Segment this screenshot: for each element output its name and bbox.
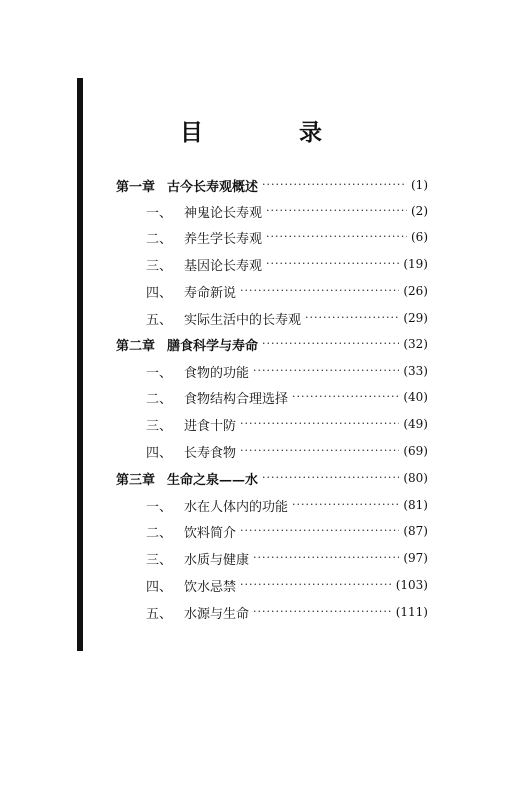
- entry-title: 基因论长寿观: [184, 258, 263, 274]
- toc-entry-section[interactable]: [146, 440, 428, 462]
- entry-number: 三、: [146, 418, 173, 434]
- entry-title: 膳食科学与寿命: [167, 338, 259, 354]
- dot-leader: [292, 498, 399, 512]
- entry-number: 三、: [146, 552, 173, 568]
- entry-title: 水源与生命: [184, 606, 250, 622]
- dot-leader: [262, 178, 407, 192]
- entry-number: 二、: [146, 391, 173, 407]
- entry-title: 生命之泉——水: [167, 472, 259, 488]
- dot-leader: [305, 311, 399, 325]
- entry-page: (29): [403, 311, 428, 325]
- dot-leader: [266, 204, 407, 218]
- entry-title: 养生学长寿观: [184, 231, 263, 247]
- toc-entry-section[interactable]: [146, 520, 428, 542]
- dot-leader: [240, 578, 392, 592]
- entry-number: 五、: [146, 312, 173, 328]
- toc-entry-section[interactable]: [146, 307, 428, 329]
- dot-leader: [240, 284, 399, 298]
- entry-number: 三、: [146, 258, 173, 274]
- entry-number: 第二章: [116, 338, 156, 354]
- entry-page: (33): [403, 364, 428, 378]
- toc-entry-chapter-3[interactable]: [116, 467, 428, 489]
- entry-page: (26): [403, 284, 428, 298]
- entry-title: 神鬼论长寿观: [184, 205, 263, 221]
- toc-entry-section[interactable]: [146, 494, 428, 516]
- page-margin-bar: [77, 78, 83, 651]
- dot-leader: [253, 364, 399, 378]
- entry-title: 食物结构合理选择: [184, 391, 289, 407]
- entry-title: 实际生活中的长寿观: [184, 312, 302, 328]
- dot-leader: [292, 390, 399, 404]
- entry-number: 二、: [146, 525, 173, 541]
- toc-entry-section[interactable]: [146, 547, 428, 569]
- entry-page: (49): [403, 417, 428, 431]
- entry-page: (111): [395, 605, 428, 619]
- entry-page: (1): [411, 178, 428, 192]
- entry-number: 一、: [146, 499, 173, 515]
- toc-entry-section[interactable]: [146, 360, 428, 382]
- toc-entry-section[interactable]: [146, 253, 428, 275]
- page-title: 目 录: [179, 119, 366, 146]
- toc-entry-section[interactable]: [146, 413, 428, 435]
- entry-title: 长寿食物: [184, 445, 237, 461]
- dot-leader: [262, 337, 399, 351]
- entry-page: (6): [411, 230, 428, 244]
- dot-leader: [266, 257, 399, 271]
- dot-leader: [253, 551, 399, 565]
- entry-number: 四、: [146, 579, 173, 595]
- entry-number: 五、: [146, 606, 173, 622]
- entry-number: 四、: [146, 285, 173, 301]
- entry-title: 水在人体内的功能: [184, 499, 289, 515]
- toc-entry-section[interactable]: [146, 574, 428, 596]
- entry-page: (2): [411, 204, 428, 218]
- entry-number: 第三章: [116, 472, 156, 488]
- entry-page: (80): [403, 471, 428, 485]
- dot-leader: [240, 417, 399, 431]
- toc-entry-section[interactable]: [146, 280, 428, 302]
- toc-entry-section[interactable]: [146, 601, 428, 623]
- entry-page: (19): [403, 257, 428, 271]
- entry-page: (69): [403, 444, 428, 458]
- entry-page: (81): [403, 498, 428, 512]
- dot-leader: [240, 444, 399, 458]
- entry-number: 一、: [146, 365, 173, 381]
- entry-number: 四、: [146, 445, 173, 461]
- entry-page: (87): [403, 524, 428, 538]
- dot-leader: [266, 230, 407, 244]
- entry-title: 寿命新说: [184, 285, 237, 301]
- entry-page: (40): [403, 390, 428, 404]
- entry-number: 第一章: [116, 179, 156, 195]
- entry-title: 水质与健康: [184, 552, 250, 568]
- toc-entry-chapter-2[interactable]: [116, 333, 428, 355]
- entry-title: 古今长寿观概述: [167, 179, 259, 195]
- entry-title: 进食十防: [184, 418, 237, 434]
- dot-leader: [253, 605, 392, 619]
- entry-number: 一、: [146, 205, 173, 221]
- toc-entry-chapter-1[interactable]: [116, 174, 428, 196]
- dot-leader: [240, 524, 399, 538]
- entry-title: 食物的功能: [184, 365, 250, 381]
- toc-entry-section[interactable]: [146, 386, 428, 408]
- dot-leader: [262, 471, 399, 485]
- entry-title: 饮水忌禁: [184, 579, 237, 595]
- toc-entry-section[interactable]: [146, 200, 428, 222]
- entry-number: 二、: [146, 231, 173, 247]
- entry-page: (97): [403, 551, 428, 565]
- entry-page: (103): [395, 578, 428, 592]
- toc-entry-section[interactable]: [146, 226, 428, 248]
- entry-page: (32): [403, 337, 428, 351]
- entry-title: 饮料简介: [184, 525, 237, 541]
